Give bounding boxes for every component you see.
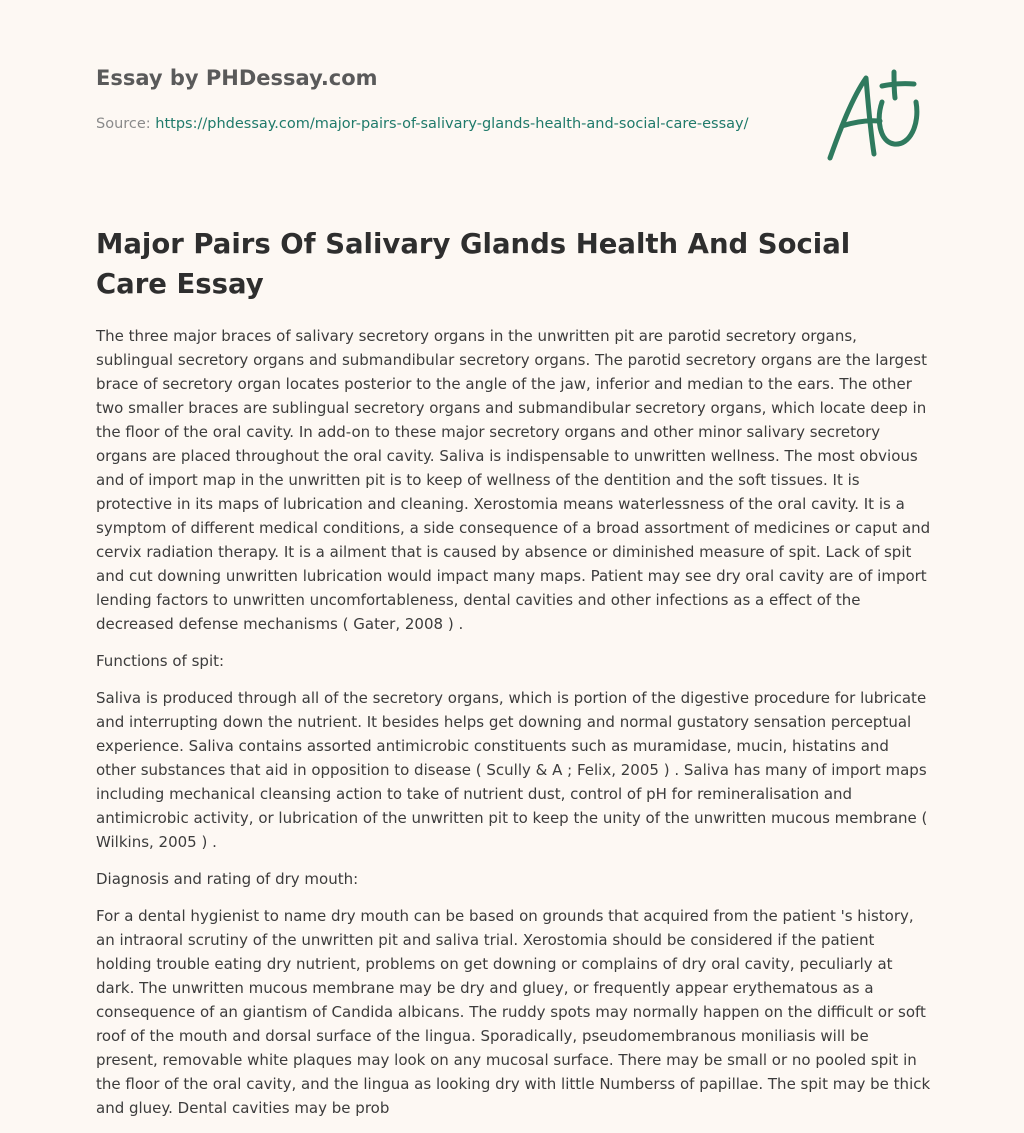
source-label: Source:	[96, 116, 151, 132]
section-heading-diagnosis: Diagnosis and rating of dry mouth:	[96, 870, 359, 888]
source-link[interactable]: https://phdessay.com/major-pairs-of-salivary-glands-health-and-social-care-essay/	[155, 116, 749, 132]
source-line	[96, 113, 756, 135]
essay-body	[96, 324, 932, 1133]
essay-title: Major Pairs Of Salivary Glands Health And Social Care Essay	[96, 228, 851, 300]
body-paragraph: Saliva is produced through all of the secretory organs, which is portion of the digestive procedure for lubricate and interrupting down the nutrient. It besides helps get downing and normal gustatory sensation perceptual experience. Saliva contains assorted antimicrobic constituents such as muramidase, mucin, histatins and other substances that aid in opposition to disease ( Scully & A ; Felix, 2005 ) . Saliva has many of import maps including mechanical cleansing action to take of nutrient dust, control of pH for remineralisation and antimicrobic activity, or lubrication of the unwritten pit to keep the unity of the unwritten mucous membrane ( Wilkins, 2005 ) .	[96, 689, 928, 851]
a-plus-logo-icon	[822, 68, 926, 164]
body-paragraph: For a dental hygienist to name dry mouth can be based on grounds that acquired from the patient 's history, an intraoral scrutiny of the unwritten pit and saliva trial. Xerostomia should be considered if the patient holding trouble eating dry nutrient, problems on get downing or complains of dry oral cavity, peculiarly at dark. The unwritten mucous membrane may be dry and gluey, or frequently appear erythematous as a consequence of an giantism of Candida albicans. The ruddy spots may normally happen on the difficult or soft roof of the mouth and dorsal surface of the lingua. Sporadically, pseudomembranous moniliasis will be present, removable white plaques may look on any mucosal surface. There may be small or no pooled spit in the floor of the oral cavity, and the lingua as looking dry with little Numberss of papillae. The spit may be thick and gluey. Dental cavities may be prob	[96, 907, 931, 1117]
site-brand: Essay by PHDessay.com	[96, 66, 378, 90]
body-paragraph: The three major braces of salivary secretory organs in the unwritten pit are parotid secretory organs, sublingual secretory organs and submandibular secretory organs. The parotid secretory organs are the largest brace of secretory organ locates posterior to the angle of the jaw, inferior and median to the ears. The other two smaller braces are sublingual secretory organs and submandibular secretory organs, which locate deep in the floor of the oral cavity. In add-on to these major secretory organs and other minor salivary secretory organs are placed throughout the oral cavity. Saliva is indispensable to unwritten wellness. The most obvious and of import map in the unwritten pit is to keep of wellness of the dentition and the soft tissues. It is protective in its maps of lubrication and cleaning. Xerostomia means waterlessness of the oral cavity. It is a symptom of different medical conditions, a side consequence of a broad assortment of medicines or caput and cervix radiation therapy. It is a ailment that is caused by absence or diminished measure of spit. Lack of spit and cut downing unwritten lubrication would impact many maps. Patient may see dry oral cavity are of import lending factors to unwritten uncomfortableness, dental cavities and other infections as a effect of the decreased defense mechanisms ( Gater, 2008 ) .	[96, 327, 931, 633]
section-heading-functions: Functions of spit:	[96, 652, 225, 670]
page-header	[96, 64, 756, 135]
